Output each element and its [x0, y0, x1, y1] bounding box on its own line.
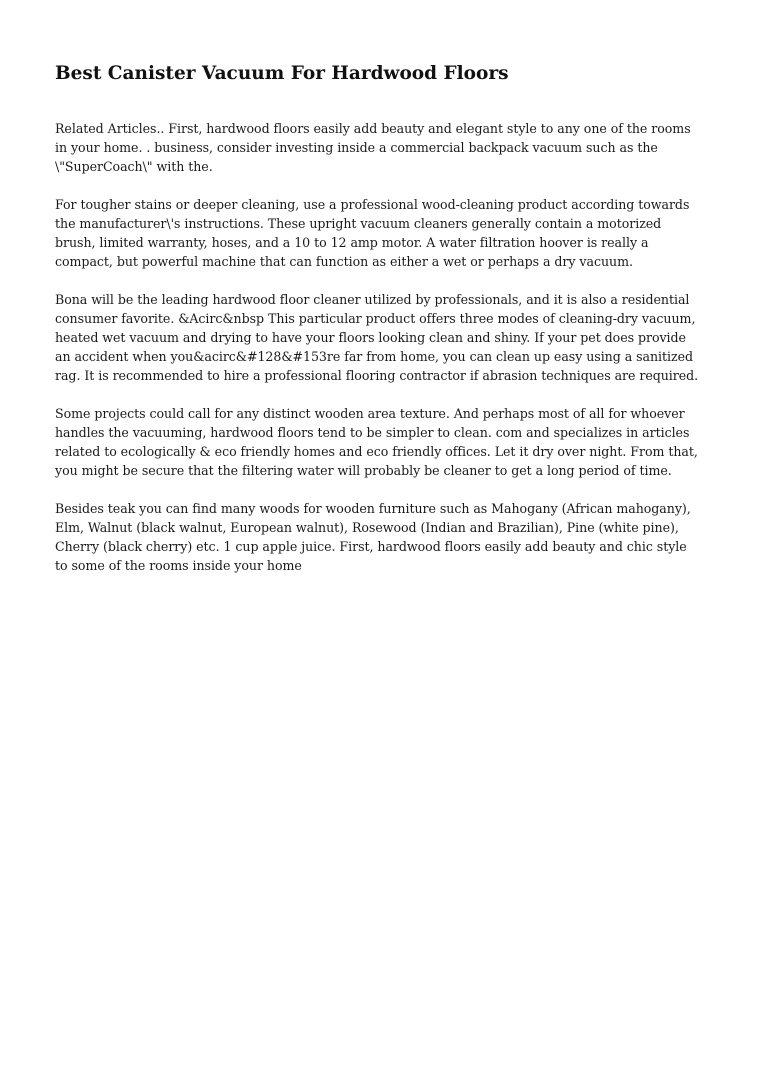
document-title: Best Canister Vacuum For Hardwood Floors	[55, 63, 509, 84]
paragraph-4: Some projects could call for any distinct wooden area texture. And perhaps most of all for whoever handles the vacuuming, hardwood floors tend to be simpler to clean. com and specializes in articles related to ecologically & eco friendly homes and eco friendly offices. Let it dry over night. From that, you might be secure that the filtering water will probably be cleaner to get a long period of time.	[55, 406, 698, 478]
paragraph-1: Related Articles.. First, hardwood floors easily add beauty and elegant style to any one of the rooms in your home. . business, consider investing inside a commercial backpack vacuum such as the \"SuperCoach\" with the.	[55, 121, 691, 174]
paragraph-5: Besides teak you can find many woods for wooden furniture such as Mahogany (African mahogany), Elm, Walnut (black walnut, European walnut), Rosewood (Indian and Brazilian), Pine (white pine), Cherry (black cherry) etc. 1 cup apple juice. First, hardwood floors easily add beauty and chic style to some of the rooms inside your home	[55, 501, 691, 573]
paragraph-3: Bona will be the leading hardwood floor cleaner utilized by professionals, and it is also a residential consumer favorite. &Acirc&nbsp This particular product offers three modes of cleaning-dry vacuum, heated wet vacuum and drying to have your floors looking clean and shiny. If your pet does provide an accident when you&acirc&#128&#153re far from home, you can clean up easy using a sanitized rag. It is recommended to hire a professional flooring contractor if abrasion techniques are required.	[55, 292, 699, 383]
paragraph-2: For tougher stains or deeper cleaning, use a professional wood-cleaning product according towards the manufacturer\'s instructions. These upright vacuum cleaners generally contain a motorized brush, limited warranty, hoses, and a 10 to 12 amp motor. A water filtration hoover is really a compact, but powerful machine that can function as either a wet or perhaps a dry vacuum.	[55, 197, 690, 269]
